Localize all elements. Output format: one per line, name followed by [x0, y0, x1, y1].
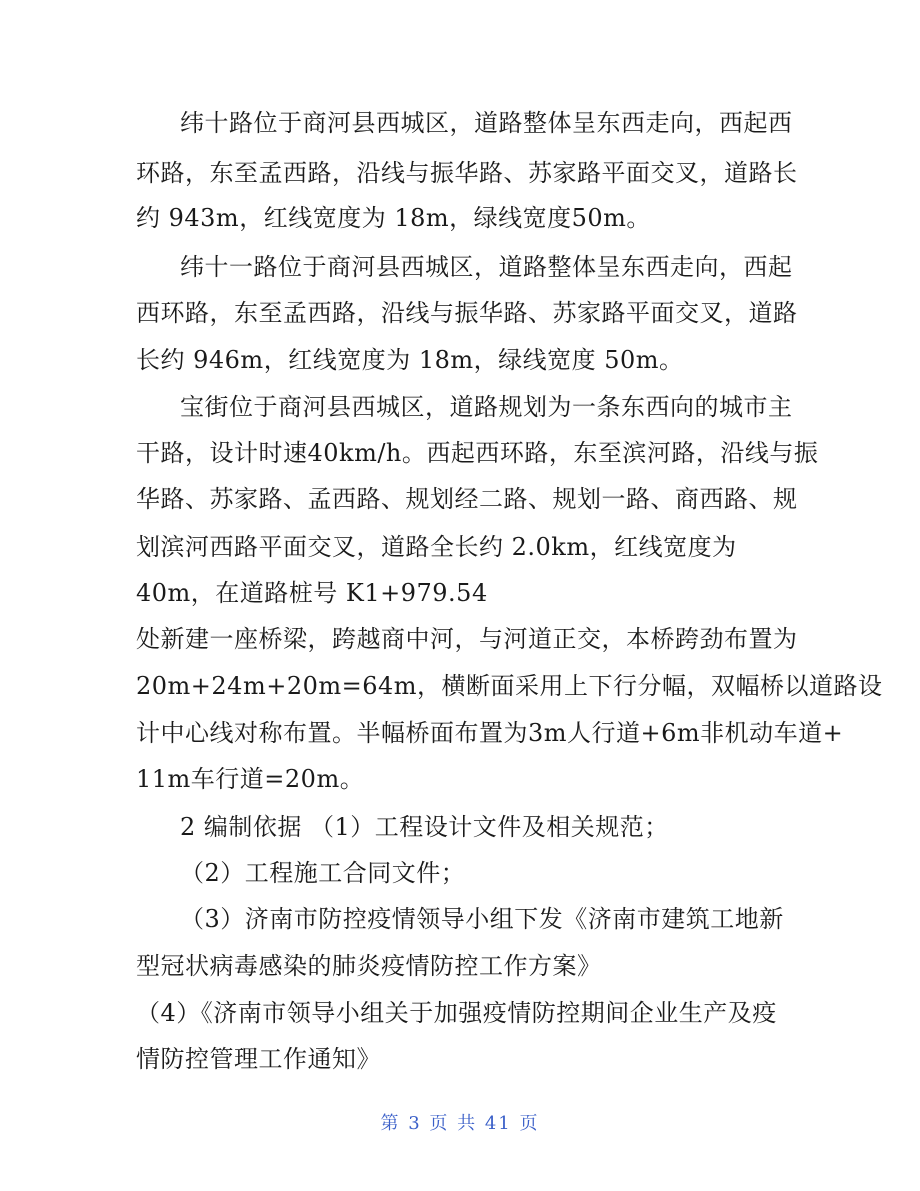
text-line: 划滨河西路平面交叉，道路全长约 2.0km，红线宽度为 — [136, 533, 737, 561]
text-line: 40m，在道路桩号 K1+979.54 — [136, 579, 488, 607]
text-line: 华路、苏家路、孟西路、规划经二路、规划一路、商西路、规 — [136, 485, 798, 513]
text-line: 处新建一座桥梁，跨越商中河，与河道正交，本桥跨劲布置为 — [136, 625, 798, 653]
text-line: 纬十一路位于商河县西城区，道路整体呈东西走向，西起 — [180, 253, 793, 281]
text-line: （4）《济南市领导小组关于加强疫情防控期间企业生产及疫 — [136, 999, 777, 1027]
text-line: 西环路，东至孟西路，沿线与振华路、苏家路平面交叉，道路 — [136, 299, 798, 327]
text-line: 长约 946m，红线宽度为 18m，绿线宽度 50m。 — [136, 346, 684, 374]
text-line: 情防控管理工作通知》 — [136, 1045, 381, 1073]
text-line: 计中心线对称布置。半幅桥面布置为3m人行道+6m非机动车道+ — [136, 719, 844, 747]
text-line: 型冠状病毒感染的肺炎疫情防控工作方案》 — [136, 952, 602, 980]
text-line: 20m+24m+20m=64m，横断面采用上下行分幅，双幅桥以道路设 — [136, 672, 883, 700]
text-line: 纬十路位于商河县西城区，道路整体呈东西走向，西起西 — [180, 109, 793, 137]
text-line: 宝街位于商河县西城区，道路规划为一条东西向的城市主 — [180, 393, 793, 421]
text-line: 干路，设计时速40km/h。西起西环路，东至滨河路，沿线与振 — [136, 439, 819, 467]
page-footer: 第 3 页 共 41 页 — [380, 1113, 540, 1134]
text-line: （3）济南市防控疫情领导小组下发《济南市建筑工地新 — [180, 905, 784, 933]
text-line: （2）工程施工合同文件； — [180, 859, 466, 887]
text-line: 11m车行道=20m。 — [136, 765, 365, 793]
section-heading-line: 2 编制依据 （1）工程设计文件及相关规范； — [180, 813, 669, 841]
text-line: 约 943m，红线宽度为 18m，绿线宽度50m。 — [136, 204, 651, 232]
text-line: 环路，东至孟西路，沿线与振华路、苏家路平面交叉，道路长 — [136, 159, 798, 187]
